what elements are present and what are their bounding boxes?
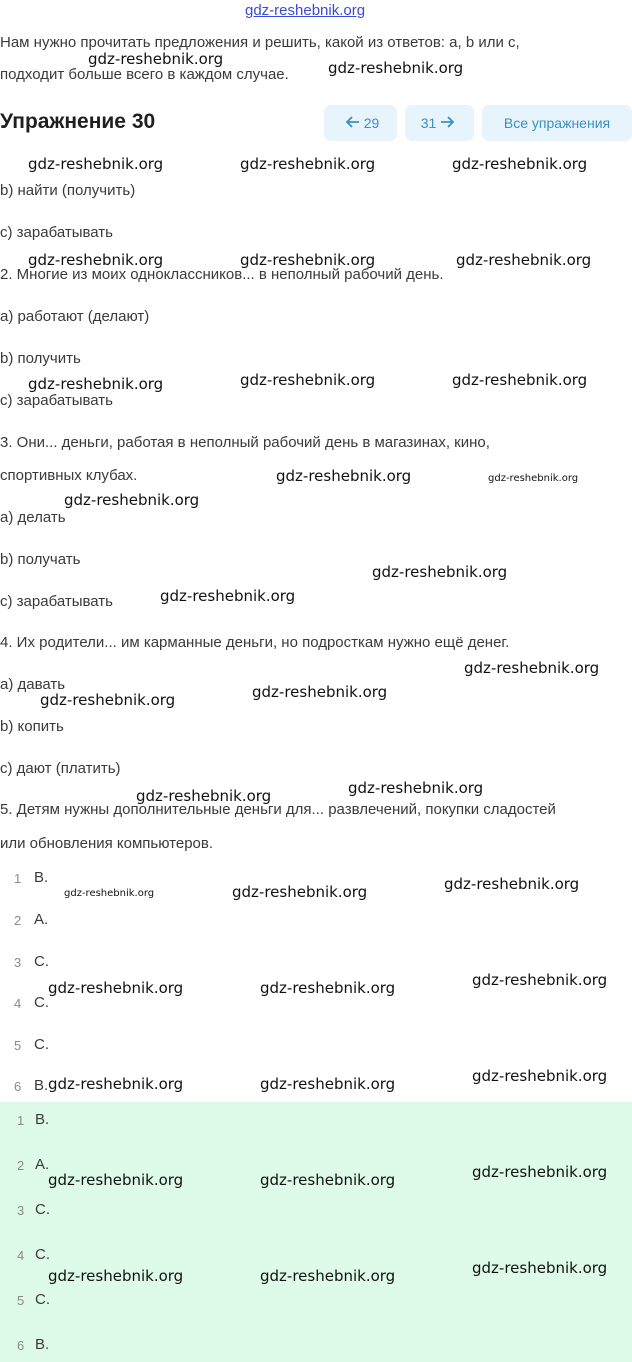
answer-value: B.	[35, 1336, 50, 1353]
watermark: gdz-reshebnik.org	[88, 50, 224, 68]
answer-number: 4	[17, 1248, 25, 1263]
watermark: gdz-reshebnik.org	[260, 1267, 396, 1285]
answer-value: B.	[34, 869, 49, 886]
watermark: gdz-reshebnik.org	[28, 155, 164, 173]
page-title: Упражнение 30	[0, 110, 156, 133]
answer-value: C.	[35, 1201, 50, 1218]
watermark: gdz-reshebnik.org	[48, 1267, 184, 1285]
watermark: gdz-reshebnik.org	[472, 1163, 608, 1181]
watermark: gdz-reshebnik.org	[48, 1171, 184, 1189]
site-link[interactable]: gdz-reshebnik.org	[245, 2, 366, 19]
watermark: gdz-reshebnik.org	[64, 888, 155, 899]
watermark: gdz-reshebnik.org	[444, 875, 580, 893]
watermark: gdz-reshebnik.org	[40, 691, 176, 709]
watermark: gdz-reshebnik.org	[232, 883, 368, 901]
answer-number: 5	[14, 1038, 22, 1053]
watermark: gdz-reshebnik.org	[488, 473, 579, 484]
answer-key-block	[0, 1102, 632, 1362]
intro-line-2: подходит больше всего в каждом случае.	[0, 66, 289, 83]
answer-number: 2	[14, 913, 22, 928]
text-line: b) найти (получить)	[0, 182, 136, 199]
prev-exercise-label: 29	[363, 115, 380, 131]
watermark: gdz-reshebnik.org	[260, 979, 396, 997]
watermark: gdz-reshebnik.org	[472, 1067, 608, 1085]
watermark: gdz-reshebnik.org	[28, 251, 164, 269]
answer-number: 4	[14, 996, 22, 1011]
arrow-left-icon	[346, 115, 360, 131]
text-line: 5. Детям нужны дополнительные деньги для... развлечений, покупки сладостей	[0, 801, 556, 818]
watermark: gdz-reshebnik.org	[240, 251, 376, 269]
answer-number: 3	[17, 1203, 25, 1218]
text-line: c) дают (платить)	[0, 760, 121, 777]
intro-line-1: Нам нужно прочитать предложения и решить, какой из ответов: a, b или c,	[0, 34, 520, 51]
answer-value: C.	[34, 1036, 49, 1053]
prev-exercise-button[interactable]	[324, 105, 397, 141]
watermark: gdz-reshebnik.org	[28, 375, 164, 393]
text-line: c) зарабатывать	[0, 392, 113, 409]
watermark: gdz-reshebnik.org	[64, 491, 200, 509]
watermark: gdz-reshebnik.org	[472, 971, 608, 989]
watermark: gdz-reshebnik.org	[464, 659, 600, 677]
text-line: b) получать	[0, 551, 81, 568]
watermark: gdz-reshebnik.org	[240, 371, 376, 389]
answer-value: C.	[35, 1291, 50, 1308]
all-exercises-button[interactable]	[482, 105, 632, 141]
answer-number: 2	[17, 1158, 25, 1173]
text-line: b) получить	[0, 350, 81, 367]
answer-value: B.	[35, 1111, 50, 1128]
text-line: 4. Их родители... им карманные деньги, но подросткам нужно ещё денег.	[0, 634, 510, 651]
answer-value: A.	[35, 1156, 50, 1173]
watermark: gdz-reshebnik.org	[260, 1171, 396, 1189]
answer-number: 5	[17, 1293, 25, 1308]
text-line: c) зарабатывать	[0, 224, 113, 241]
text-line: a) работают (делают)	[0, 308, 150, 325]
all-exercises-label: Все упражнения	[503, 115, 611, 131]
text-line: или обновления компьютеров.	[0, 835, 214, 852]
answer-number: 3	[14, 955, 22, 970]
watermark: gdz-reshebnik.org	[136, 787, 272, 805]
answer-number: 6	[17, 1338, 25, 1353]
text-line: 2. Многие из моих одноклассников... в неполный рабочий день.	[0, 266, 444, 283]
answer-number: 1	[14, 871, 22, 886]
watermark: gdz-reshebnik.org	[48, 979, 184, 997]
next-exercise-label: 31	[420, 115, 437, 131]
watermark: gdz-reshebnik.org	[240, 155, 376, 173]
text-line: a) делать	[0, 509, 66, 526]
watermark: gdz-reshebnik.org	[456, 251, 592, 269]
text-line: 3. Они... деньги, работая в неполный рабочий день в магазинах, кино,	[0, 434, 490, 451]
answer-value: B.	[34, 1077, 49, 1094]
answer-number: 1	[17, 1113, 25, 1128]
watermark: gdz-reshebnik.org	[452, 371, 588, 389]
watermark: gdz-reshebnik.org	[160, 587, 296, 605]
text-line: спортивных клубах.	[0, 467, 138, 484]
answer-number: 6	[14, 1079, 22, 1094]
watermark: gdz-reshebnik.org	[260, 1075, 396, 1093]
text-line: a) давать	[0, 676, 66, 693]
arrow-right-icon	[440, 115, 454, 131]
watermark: gdz-reshebnik.org	[252, 683, 388, 701]
text-line: c) зарабатывать	[0, 593, 113, 610]
watermark: gdz-reshebnik.org	[276, 467, 412, 485]
next-exercise-button[interactable]	[405, 105, 474, 141]
watermark: gdz-reshebnik.org	[48, 1075, 184, 1093]
answer-value: C.	[34, 994, 49, 1011]
answer-value: C.	[34, 953, 49, 970]
answer-value: A.	[34, 911, 49, 928]
watermark: gdz-reshebnik.org	[348, 779, 484, 797]
watermark: gdz-reshebnik.org	[328, 59, 464, 77]
watermark: gdz-reshebnik.org	[452, 155, 588, 173]
watermark: gdz-reshebnik.org	[372, 563, 508, 581]
text-line: b) копить	[0, 718, 64, 735]
watermark: gdz-reshebnik.org	[472, 1259, 608, 1277]
answer-value: C.	[35, 1246, 50, 1263]
